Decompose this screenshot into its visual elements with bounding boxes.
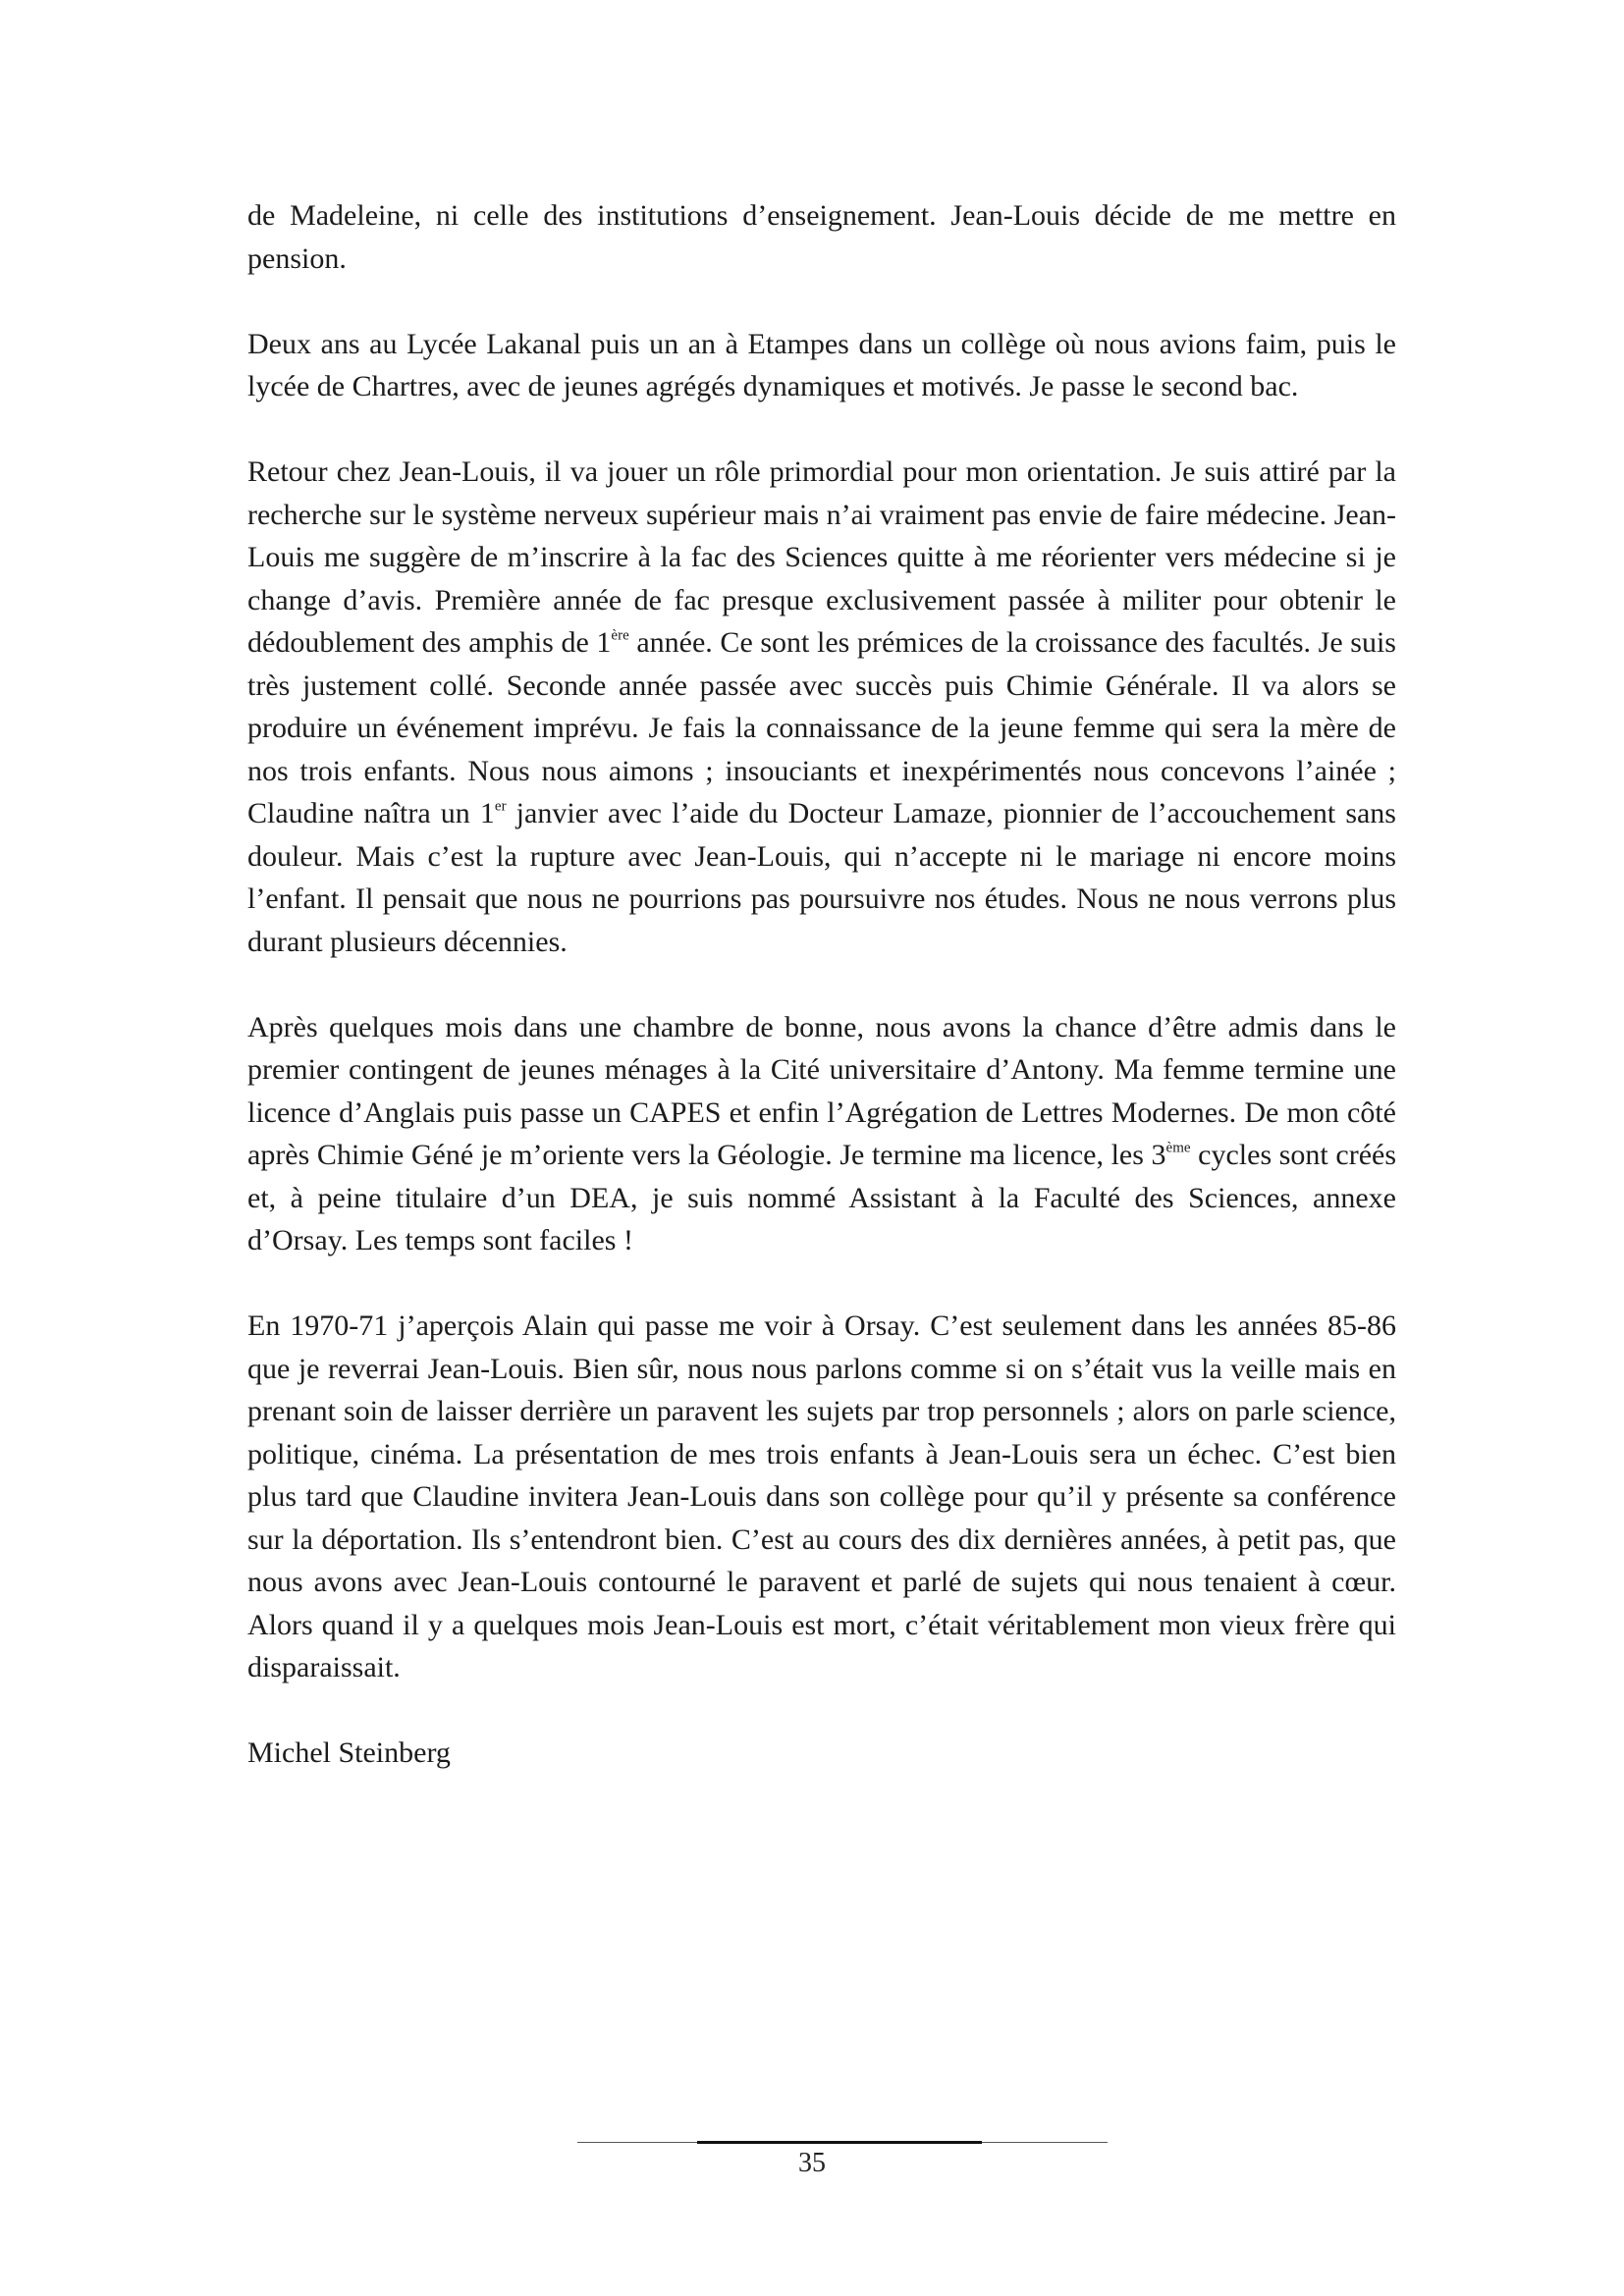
paragraph-4-text-b: cycles sont créés et, à peine titulaire d’un DEA, je suis nommé Assistant à la Faculté des Sciences, annexe d’Orsay. Les temps sont faciles !	[247, 1139, 1397, 1256]
footer-divider	[577, 2140, 1108, 2146]
footer-divider-thick	[697, 2141, 982, 2144]
body-text	[247, 194, 1396, 1775]
paragraph-5: En 1970-71 j’aperçois Alain qui passe me voir à Orsay. C’est seulement dans les années 85-86 que je reverrai Jean-Louis. Bien sûr, nous nous parlons comme si on s’était vus la veille mais en prenant soin de laisser derrière un paravent les sujets par trop personnels ; alors on parle science, politique, cinéma. La présentation de mes trois enfants à Jean-Louis sera un échec. C’est bien plus tard que Claudine invitera Jean-Louis dans son collège pour qu’il y présente sa conférence sur la déportation. Ils s’entendront bien. C’est au cours des dix dernières années, à petit pas, que nous avons avec Jean-Louis contourné le paravent et parlé de sujets qui nous tenaient à cœur. Alors quand il y a quelques mois Jean-Louis est mort, c’était véritablement mon vieux frère qui disparaissait.	[247, 1309, 1396, 1683]
paragraph-3	[247, 451, 1396, 963]
superscript-ere: ère	[611, 627, 629, 644]
paragraph-1: de Madeleine, ni celle des institutions d’enseignement. Jean-Louis décide de me mettre en pension.	[247, 199, 1396, 275]
superscript-er: er	[494, 798, 507, 815]
author-signature: Michel Steinberg	[247, 1736, 451, 1769]
page-number: 35	[798, 2148, 826, 2178]
paragraph-3-text-b: année. Ce sont les prémices de la croissance des facultés. Je suis très justement collé. Seconde année passée avec succès puis Chimie Générale. Il va alors se produire un événement imprévu. Je fais la connaissance de la jeune femme qui sera la mère de nos trois enfants. Nous nous aimons ; insouciants et inexpérimentés nous concevons l’ainée ; Claudine naîtra un 1	[247, 626, 1396, 829]
paragraph-3-text-a: Retour chez Jean-Louis, il va jouer un rôle primordial pour mon orientation. Je suis attiré par la recherche sur le système nerveux supérieur mais n’ai vraiment pas envie de faire médecine. Jean-Louis me suggère de m’inscrire à la fac des Sciences quitte à me réorienter vers médecine si je change d’avis. Première année de fac presque exclusivement passée à militer pour obtenir le dédoublement des amphis de 1	[247, 455, 1396, 659]
paragraph-2: Deux ans au Lycée Lakanal puis un an à Etampes dans un collège où nous avions faim, puis le lycée de Chartres, avec de jeunes agrégés dynamiques et motivés. Je passe le second bac.	[247, 327, 1396, 402]
paragraph-3-text-c: janvier avec l’aide du Docteur Lamaze, pionnier de l’accouchement sans douleur. Mais c’est la rupture avec Jean-Louis, qui n’accepte ni le mariage ni encore moins l’enfant. Il pensait que nous ne pourrions pas poursuivre nos études. Nous ne nous verrons plus durant plusieurs décennies.	[247, 797, 1396, 958]
paragraph-4	[247, 1006, 1396, 1262]
superscript-eme: ème	[1165, 1140, 1191, 1156]
paragraph-4-text-a: Après quelques mois dans une chambre de bonne, nous avons la chance d’être admis dans le premier contingent de jeunes ménages à la Cité universitaire d’Antony. Ma femme termine une licence d’Anglais puis passe un CAPES et enfin l’Agrégation de Lettres Modernes. De mon côté après Chimie Géné je m’oriente vers la Géologie. Je termine ma licence, les 3	[247, 1010, 1396, 1171]
